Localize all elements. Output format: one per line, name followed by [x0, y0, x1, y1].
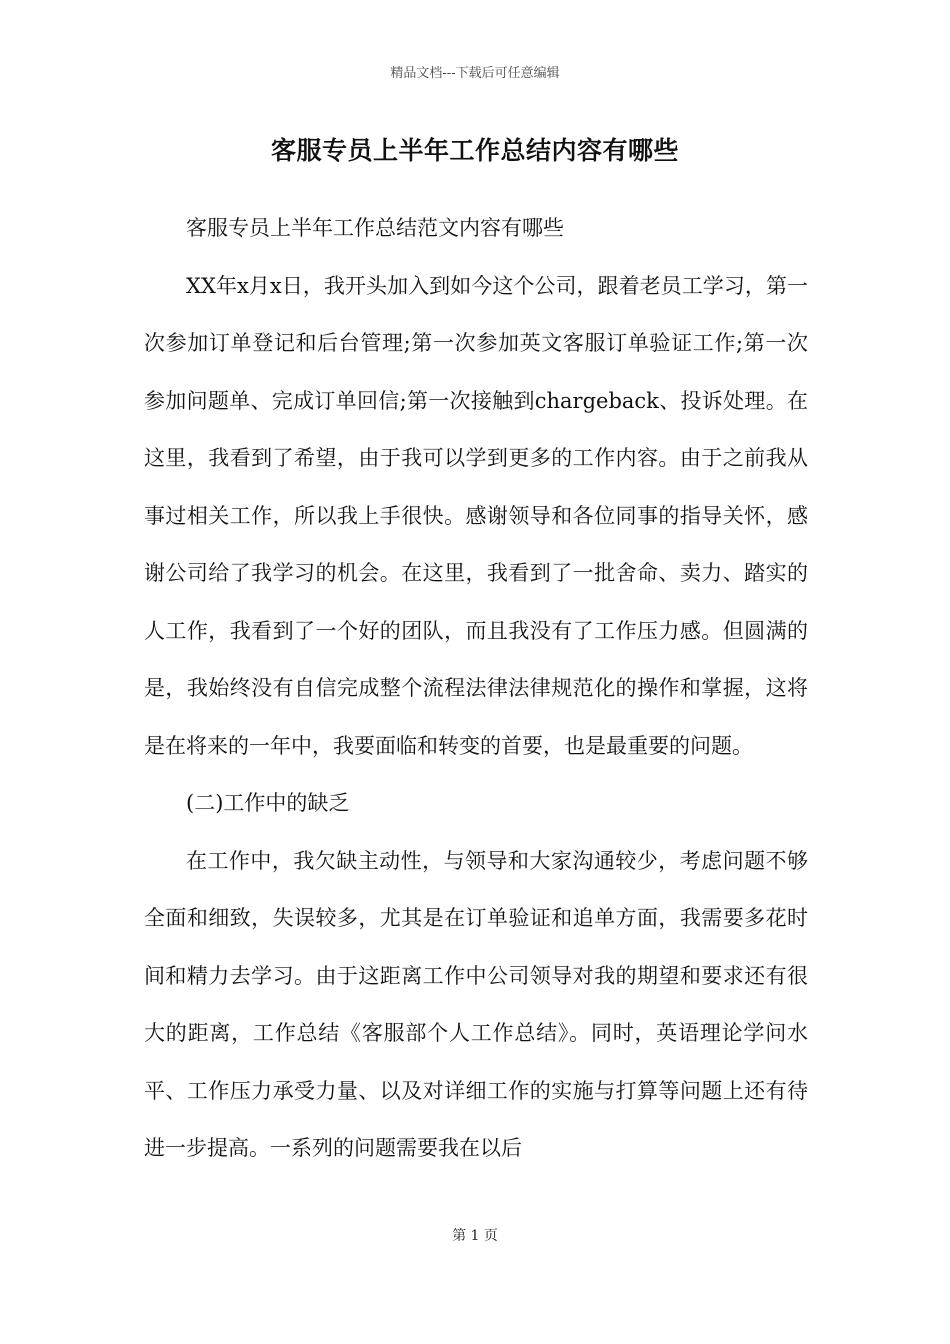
page-header: 精品文档---下载后可任意编辑 [390, 66, 560, 81]
paragraph-body-1: XX年x月x日，我开头加入到如今这个公司，跟着老员工学习，第一次参加订单登记和后台管理;第一次参加英文客服订单验证工作;第一次参加问题单、完成订单回信;第一次接触到chargeback、投诉处理。在这里，我看到了希望，由于我可以学到更多的工作内容。由于之前我从事过相关工作，所以我上手很快。感谢领导和各位同事的指导关怀，感谢公司给了我学习的机会。在这里，我看到了一批舍命、卖力、踏实的人工作，我看到了一个好的团队，而且我没有了工作压力感。但圆满的是，我始终没有自信完成整个流程法律法律规范化的操作和掌握，这将是在将来的一年中，我要面临和转变的首要，也是最重要的问题。 [144, 273, 808, 758]
document-title: 客服专员上半年工作总结内容有哪些 [270, 136, 679, 165]
paragraph-body-2: 在工作中，我欠缺主动性，与领导和大家沟通较少，考虑问题不够全面和细致，失误较多，尤其是在订单验证和追单方面，我需要多花时间和精力去学习。由于这距离工作中公司领导对我的期望和要求还有很大的距离，工作总结《客服部个人工作总结》。同时，英语理论学问水平、工作压力承受力量、以及对详细工作的实施与打算等问题上还有待进一步提高。一系列的问题需要我在以后 [144, 848, 808, 1160]
document-body [144, 200, 808, 1178]
paragraph-subtitle: 客服专员上半年工作总结范文内容有哪些 [186, 216, 564, 240]
page-number: 第 1 页 [452, 1228, 498, 1244]
paragraph-section-heading: (二)工作中的缺乏 [186, 791, 350, 815]
